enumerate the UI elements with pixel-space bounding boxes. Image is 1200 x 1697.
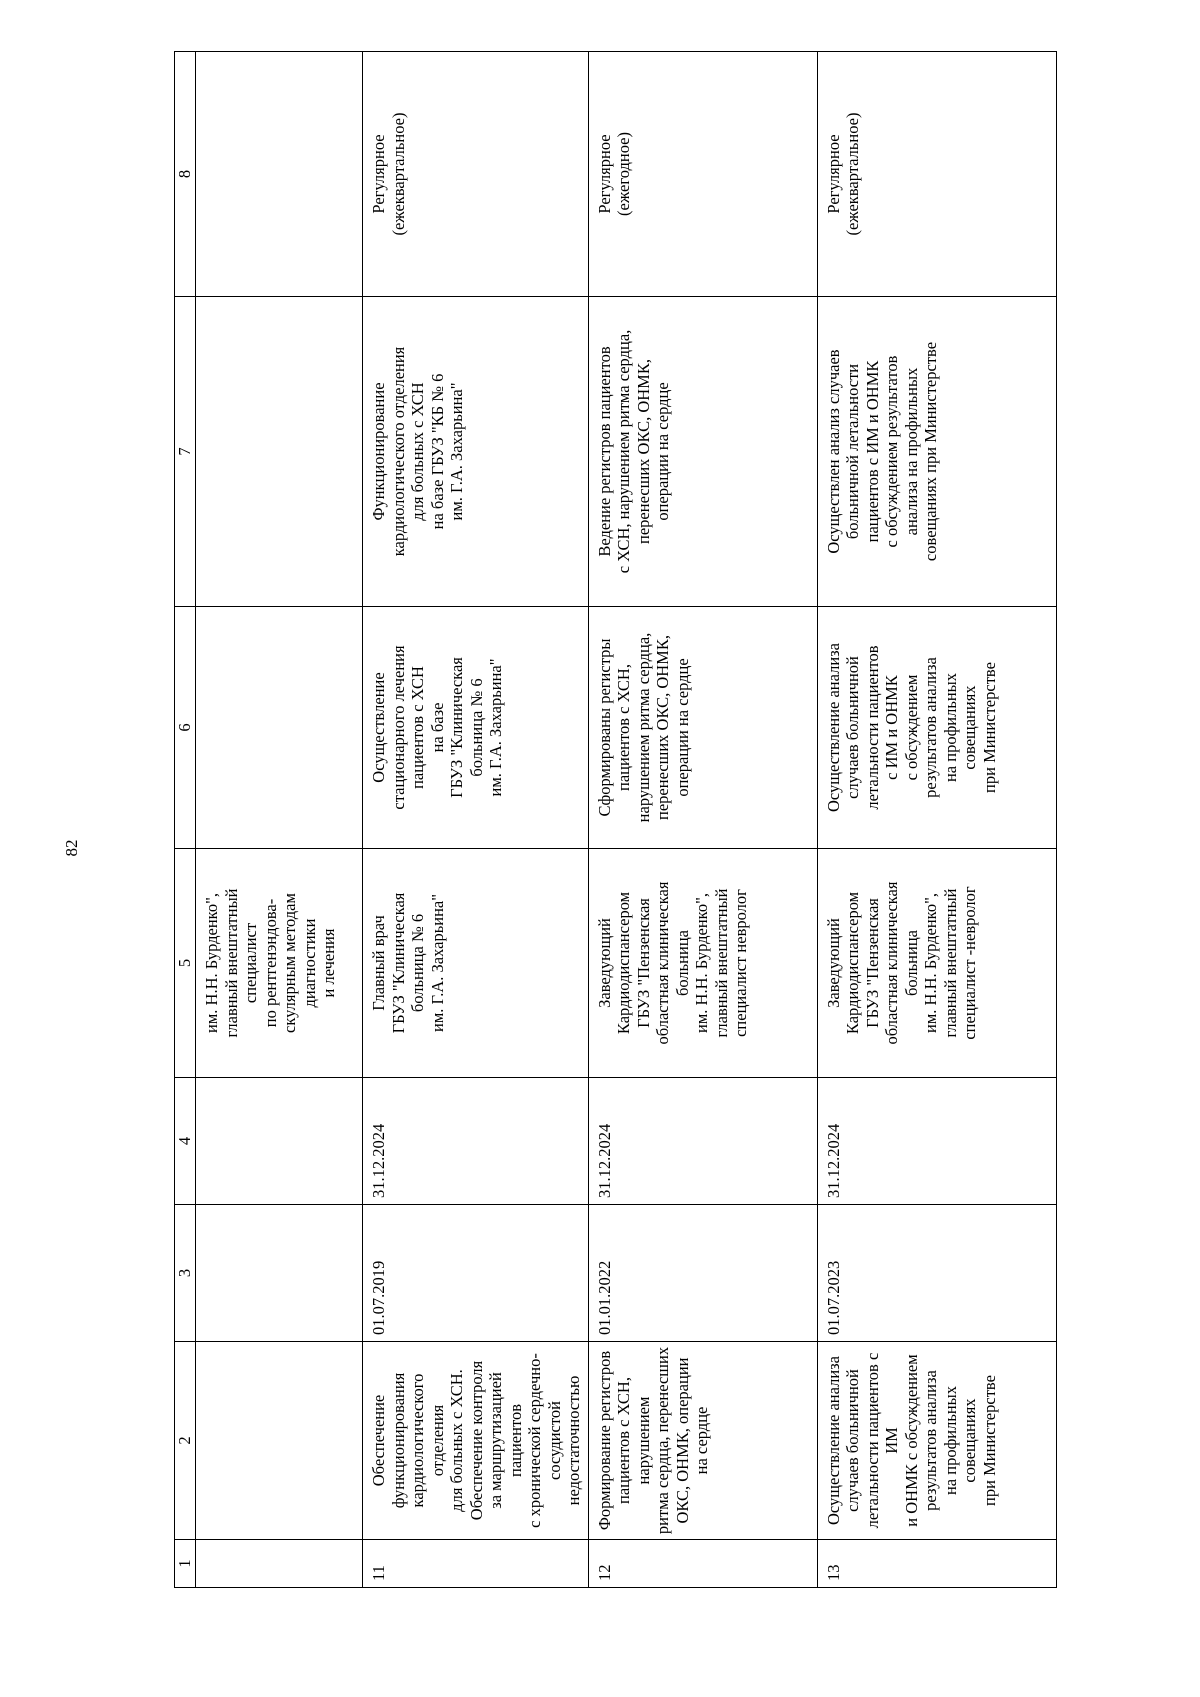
cell-event: Обеспечение функционирования кардиологического отделения для больных с ХСН. Обеспечение контроля за маршрутизацией пациентов с хронической сердечно- сосудистой недостаточностью [363,1342,589,1540]
table-row [588,52,817,1588]
column-header: 1 [175,1540,196,1588]
page-number: 82 [62,839,81,857]
cell-type: Регулярное (ежегодное) [588,52,817,297]
cell-event: Формирование регистров пациентов с ХСН, нарушением ритма сердца, перенесших ОКС, ОНМК, операции на сердце [588,1342,817,1540]
column-number-row [175,52,196,1588]
cell-empty [196,297,363,607]
cell-characteristic: Осуществление стационарного лечения пациентов с ХСН на базе ГБУЗ "Клиническая больница № 6 им. Г.А. Захарьина" [363,607,589,849]
cell-result: Осуществлен анализ случаев больничной летальности пациентов с ИМ и ОНМК с обсуждением результатов анализа на профильных совещаниях при Министерстве [817,297,1056,607]
cell-event: Осуществление анализа случаев больничной летальности пациентов с ИМ и ОНМК с обсуждением результатов анализа на профильных совещаниях при Министерстве [817,1342,1056,1540]
cell-end-date: 31.12.2024 [588,1078,817,1205]
cell-empty [196,52,363,297]
cell-result: Функционирование кардиологического отделения для больных с ХСН на базе ГБУЗ "КБ № 6 им. Г.А. Захарьина" [363,297,589,607]
cell-type: Регулярное (ежеквартальное) [363,52,589,297]
column-header: 4 [175,1078,196,1205]
cell-responsible: Заведующий Кардиодиспансером ГБУЗ "Пензенская областная клиническая больница им. Н.Н. Бурденко", главный внештатный специалист невролог [588,849,817,1078]
table-row-continuation [196,52,363,1588]
cell-responsible: им. Н.Н. Бурденко", главный внештатный специалист по рентгенэндова- скулярным методам диагностики и лечения [196,849,363,1078]
column-header: 6 [175,607,196,849]
cell-empty [196,1205,363,1342]
cell-number: 12 [588,1540,817,1588]
cell-empty [196,607,363,849]
cell-start-date: 01.07.2023 [817,1205,1056,1342]
cell-empty [196,1342,363,1540]
plan-table [174,51,1057,1588]
column-header: 8 [175,52,196,297]
cell-empty [196,1078,363,1205]
cell-type: Регулярное (ежеквартальное) [817,52,1056,297]
cell-number: 13 [817,1540,1056,1588]
cell-end-date: 31.12.2024 [817,1078,1056,1205]
cell-result: Ведение регистров пациентов с ХСН, нарушением ритма сердца, перенесших ОКС, ОНМК, операции на сердце [588,297,817,607]
plan-table-rotated [174,52,1026,1588]
column-header: 3 [175,1205,196,1342]
cell-empty [196,1540,363,1588]
table-row [363,52,589,1588]
cell-end-date: 31.12.2024 [363,1078,589,1205]
cell-characteristic: Осуществление анализа случаев больничной летальности пациентов с ИМ и ОНМК с обсуждением результатов анализа на профильных совещаниях при Министерстве [817,607,1056,849]
column-header: 5 [175,849,196,1078]
cell-start-date: 01.01.2022 [588,1205,817,1342]
column-header: 2 [175,1342,196,1540]
cell-responsible: Главный врач ГБУЗ "Клиническая больница № 6 им. Г.А. Захарьина" [363,849,589,1078]
cell-responsible: Заведующий Кардиодиспансером ГБУЗ "Пензенская областная клиническая больница им. Н.Н. Бурденко", главный внештатный специалист -невролог [817,849,1056,1078]
column-header: 7 [175,297,196,607]
cell-number: 11 [363,1540,589,1588]
cell-characteristic: Сформированы регистры пациентов с ХСН, нарушением ритма сердца, перенесших ОКС, ОНМК, операции на сердце [588,607,817,849]
cell-start-date: 01.07.2019 [363,1205,589,1342]
table-row [817,52,1056,1588]
